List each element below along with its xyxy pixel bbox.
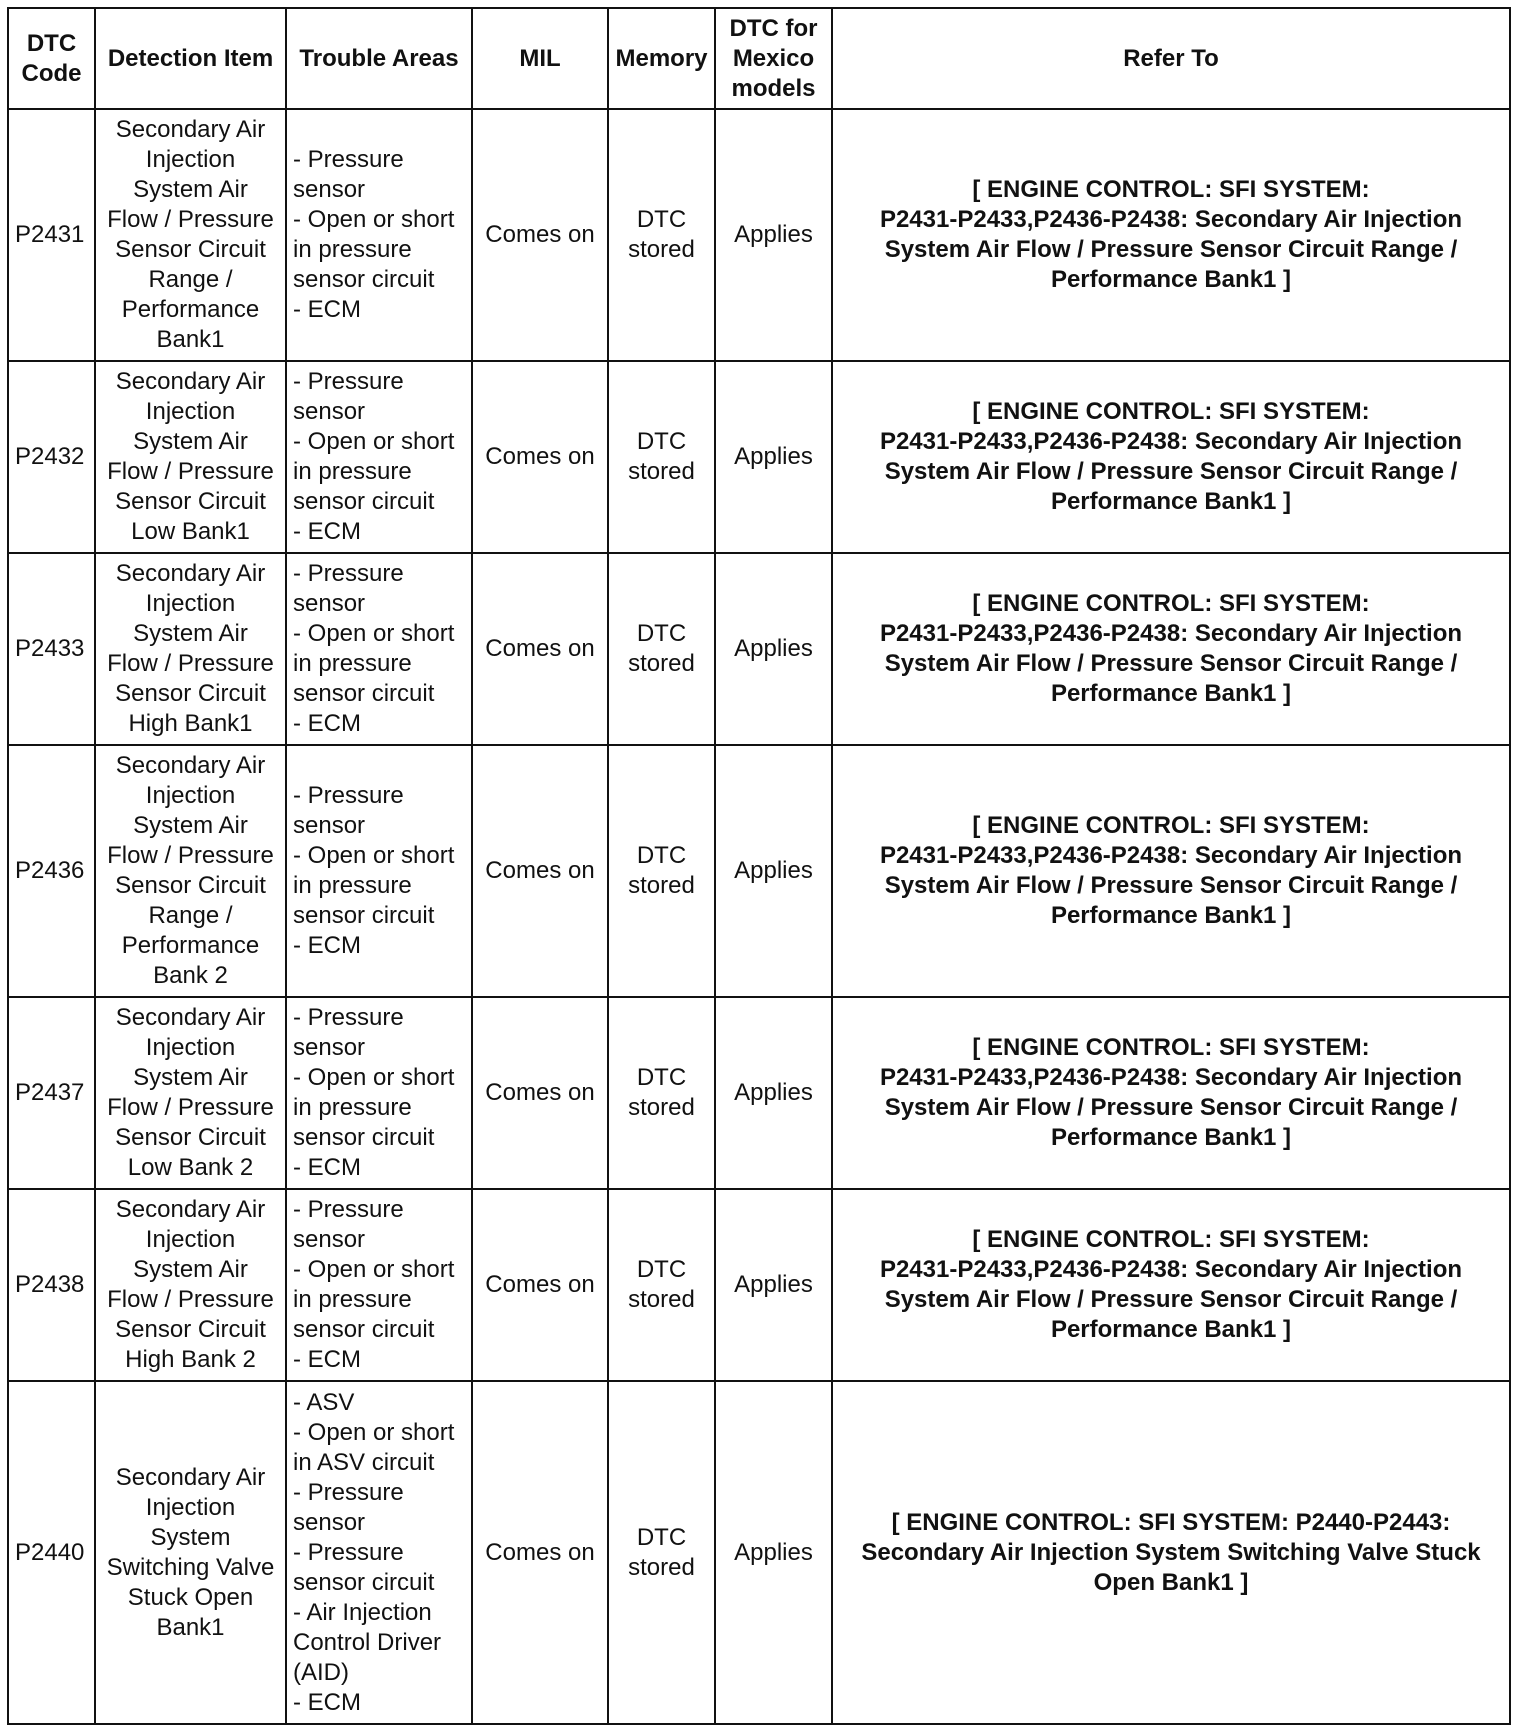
table-header-row [8, 8, 1510, 109]
header-trouble-areas: Trouble Areas [286, 8, 472, 109]
dtc-code-cell: P2433 [8, 553, 95, 745]
memory-cell: DTC stored [608, 109, 715, 361]
header-refer-to: Refer To [832, 8, 1510, 109]
table-row [8, 1381, 1510, 1724]
dtc-table-page [7, 7, 1509, 1723]
refer-to-link[interactable]: [ ENGINE CONTROL: SFI SYSTEM: P2431-P2433,P2436-P2438: Secondary Air Injection System Air Flow / Pressure Sensor Circuit Range / Performance Bank1 ] [832, 109, 1510, 361]
refer-to-link[interactable]: [ ENGINE CONTROL: SFI SYSTEM: P2431-P2433,P2436-P2438: Secondary Air Injection System Air Flow / Pressure Sensor Circuit Range / Performance Bank1 ] [832, 745, 1510, 997]
trouble-areas-cell: - Pressure sensor - Open or short in pressure sensor circuit - ECM [286, 109, 472, 361]
trouble-areas-cell: - Pressure sensor - Open or short in pressure sensor circuit - ECM [286, 361, 472, 553]
detection-item-cell: Secondary Air Injection System Air Flow / Pressure Sensor Circuit Low Bank1 [95, 361, 286, 553]
dtc-code-cell: P2436 [8, 745, 95, 997]
mexico-models-cell: Applies [715, 1189, 832, 1381]
table-row [8, 745, 1510, 997]
table-row [8, 553, 1510, 745]
header-memory: Memory [608, 8, 715, 109]
mil-cell: Comes on [472, 109, 608, 361]
memory-cell: DTC stored [608, 997, 715, 1189]
mexico-models-cell: Applies [715, 361, 832, 553]
detection-item-cell: Secondary Air Injection System Switching Valve Stuck Open Bank1 [95, 1381, 286, 1724]
table-row [8, 997, 1510, 1189]
table-row [8, 361, 1510, 553]
mil-cell: Comes on [472, 1381, 608, 1724]
refer-to-link[interactable]: [ ENGINE CONTROL: SFI SYSTEM: P2431-P2433,P2436-P2438: Secondary Air Injection System Air Flow / Pressure Sensor Circuit Range / Performance Bank1 ] [832, 1189, 1510, 1381]
refer-to-link[interactable]: [ ENGINE CONTROL: SFI SYSTEM: P2431-P2433,P2436-P2438: Secondary Air Injection System Air Flow / Pressure Sensor Circuit Range / Performance Bank1 ] [832, 361, 1510, 553]
trouble-areas-cell: - Pressure sensor - Open or short in pressure sensor circuit - ECM [286, 745, 472, 997]
detection-item-cell: Secondary Air Injection System Air Flow / Pressure Sensor Circuit Range / Performance Bank1 [95, 109, 286, 361]
detection-item-cell: Secondary Air Injection System Air Flow / Pressure Sensor Circuit High Bank 2 [95, 1189, 286, 1381]
memory-cell: DTC stored [608, 745, 715, 997]
trouble-areas-cell: - ASV - Open or short in ASV circuit - Pressure sensor - Pressure sensor circuit - Air Injection Control Driver (AID) - ECM [286, 1381, 472, 1724]
dtc-code-cell: P2432 [8, 361, 95, 553]
memory-cell: DTC stored [608, 361, 715, 553]
dtc-table [7, 7, 1511, 1725]
mexico-models-cell: Applies [715, 109, 832, 361]
detection-item-cell: Secondary Air Injection System Air Flow / Pressure Sensor Circuit High Bank1 [95, 553, 286, 745]
detection-item-cell: Secondary Air Injection System Air Flow / Pressure Sensor Circuit Range / Performance Bank 2 [95, 745, 286, 997]
table-row [8, 1189, 1510, 1381]
mil-cell: Comes on [472, 745, 608, 997]
mil-cell: Comes on [472, 361, 608, 553]
dtc-code-cell: P2438 [8, 1189, 95, 1381]
dtc-code-cell: P2431 [8, 109, 95, 361]
mil-cell: Comes on [472, 1189, 608, 1381]
mexico-models-cell: Applies [715, 553, 832, 745]
memory-cell: DTC stored [608, 1189, 715, 1381]
dtc-code-cell: P2437 [8, 997, 95, 1189]
trouble-areas-cell: - Pressure sensor - Open or short in pressure sensor circuit - ECM [286, 553, 472, 745]
refer-to-link[interactable]: [ ENGINE CONTROL: SFI SYSTEM: P2431-P2433,P2436-P2438: Secondary Air Injection System Air Flow / Pressure Sensor Circuit Range / Performance Bank1 ] [832, 997, 1510, 1189]
mexico-models-cell: Applies [715, 1381, 832, 1724]
mexico-models-cell: Applies [715, 745, 832, 997]
refer-to-link[interactable]: [ ENGINE CONTROL: SFI SYSTEM: P2431-P2433,P2436-P2438: Secondary Air Injection System Air Flow / Pressure Sensor Circuit Range / Performance Bank1 ] [832, 553, 1510, 745]
mil-cell: Comes on [472, 553, 608, 745]
header-dtc-code: DTC Code [8, 8, 95, 109]
header-detection-item: Detection Item [95, 8, 286, 109]
memory-cell: DTC stored [608, 1381, 715, 1724]
trouble-areas-cell: - Pressure sensor - Open or short in pressure sensor circuit - ECM [286, 1189, 472, 1381]
dtc-code-cell: P2440 [8, 1381, 95, 1724]
trouble-areas-cell: - Pressure sensor - Open or short in pressure sensor circuit - ECM [286, 997, 472, 1189]
memory-cell: DTC stored [608, 553, 715, 745]
header-mil: MIL [472, 8, 608, 109]
mexico-models-cell: Applies [715, 997, 832, 1189]
mil-cell: Comes on [472, 997, 608, 1189]
detection-item-cell: Secondary Air Injection System Air Flow / Pressure Sensor Circuit Low Bank 2 [95, 997, 286, 1189]
refer-to-link[interactable]: [ ENGINE CONTROL: SFI SYSTEM: P2440-P2443: Secondary Air Injection System Switching Valve Stuck Open Bank1 ] [832, 1381, 1510, 1724]
header-mexico-models: DTC for Mexico models [715, 8, 832, 109]
table-row [8, 109, 1510, 361]
